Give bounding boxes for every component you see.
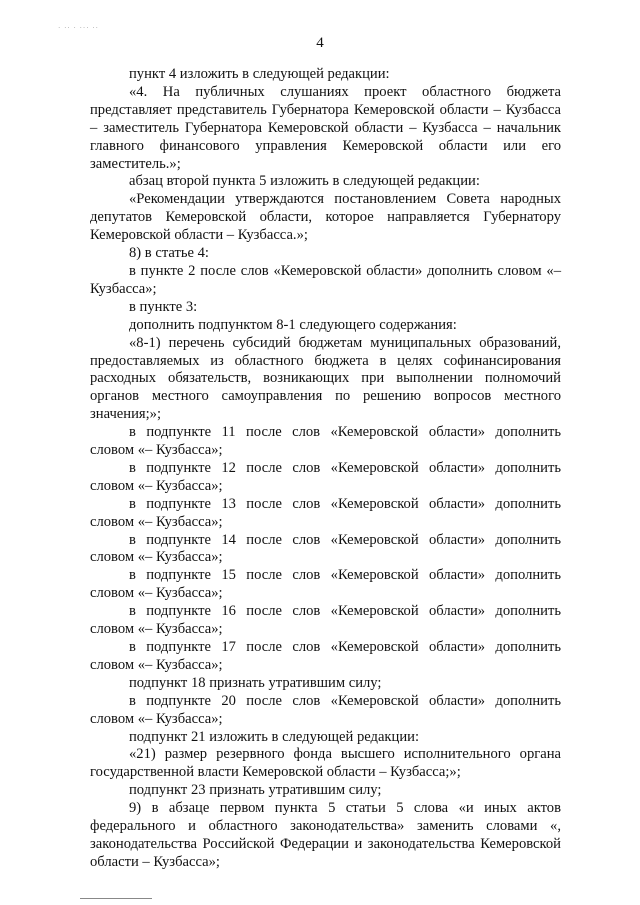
paragraph-20: «21) размер резервного фонда высшего исполнительного органа государственной власти Кемеровской области – Кузбасса;»;	[90, 746, 561, 781]
paragraph-15: в подпункте 16 после слов «Кемеровской области» дополнить словом «– Кузбасса»;	[90, 603, 561, 638]
paragraph-19: подпункт 21 изложить в следующей редакции:	[129, 728, 420, 745]
paragraph-4: «Рекомендации утверждаются постановлением Совета народных депутатов Кемеровской области, которое направляется Губернатору Кемеровской области – Кузбасса.»;	[90, 191, 561, 244]
paragraph-6: в пункте 2 после слов «Кемеровской области» дополнить словом «– Кузбасса»;	[90, 262, 561, 297]
scan-corner-mark: · ·· · ··· ··	[58, 24, 99, 32]
paragraph-14: в подпункте 15 после слов «Кемеровской области» дополнить словом «– Кузбасса»;	[90, 567, 561, 602]
paragraph-1: пункт 4 изложить в следующей редакции:	[129, 66, 390, 82]
paragraph-9: «8-1) перечень субсидий бюджетам муниципальных образований, предоставляемых из областного бюджета в целях софинансирования расходных обязательств, возникающих при выполнении полномочий органов местного самоуправления по решению вопросов местного значения;»;	[90, 334, 561, 423]
document-body	[90, 66, 561, 872]
paragraph-8: дополнить подпунктом 8-1 следующего содержания:	[129, 316, 457, 333]
paragraph-13: в подпункте 14 после слов «Кемеровской области» дополнить словом «– Кузбасса»;	[90, 531, 561, 566]
paragraph-17: подпункт 18 признать утратившим силу;	[129, 674, 382, 691]
paragraph-18: в подпункте 20 после слов «Кемеровской области» дополнить словом «– Кузбасса»;	[90, 692, 561, 727]
footer-rule	[80, 898, 152, 899]
paragraph-2: «4. На публичных слушаниях проект областного бюджета представляет представитель Губернатора Кемеровской области – Кузбасса – заместитель Губернатора Кемеровской области – Кузбасса – начальник главного финансового управления Кемеровской области или его заместитель.»;	[90, 83, 561, 172]
paragraph-3: абзац второй пункта 5 изложить в следующей редакции:	[129, 173, 480, 190]
paragraph-22: 9) в абзаце первом пункта 5 статьи 5 слова «и иных актов федерального и областного законодательства» заменить словами «, законодательства Российской Федерации и законодательства Кемеровской области – Кузбасса»;	[90, 800, 561, 870]
paragraph-5: 8) в статье 4:	[129, 245, 209, 262]
paragraph-7: в пункте 3:	[129, 298, 198, 315]
paragraph-16: в подпункте 17 после слов «Кемеровской области» дополнить словом «– Кузбасса»;	[90, 639, 561, 673]
paragraph-11: в подпункте 12 после слов «Кемеровской области» дополнить словом «– Кузбасса»;	[90, 459, 561, 494]
paragraph-21: подпункт 23 признать утратившим силу;	[129, 782, 382, 799]
page-number: 4	[316, 35, 324, 51]
paragraph-10: в подпункте 11 после слов «Кемеровской области» дополнить словом «– Кузбасса»;	[90, 424, 561, 459]
paragraph-12: в подпункте 13 после слов «Кемеровской области» дополнить словом «– Кузбасса»;	[90, 495, 561, 530]
